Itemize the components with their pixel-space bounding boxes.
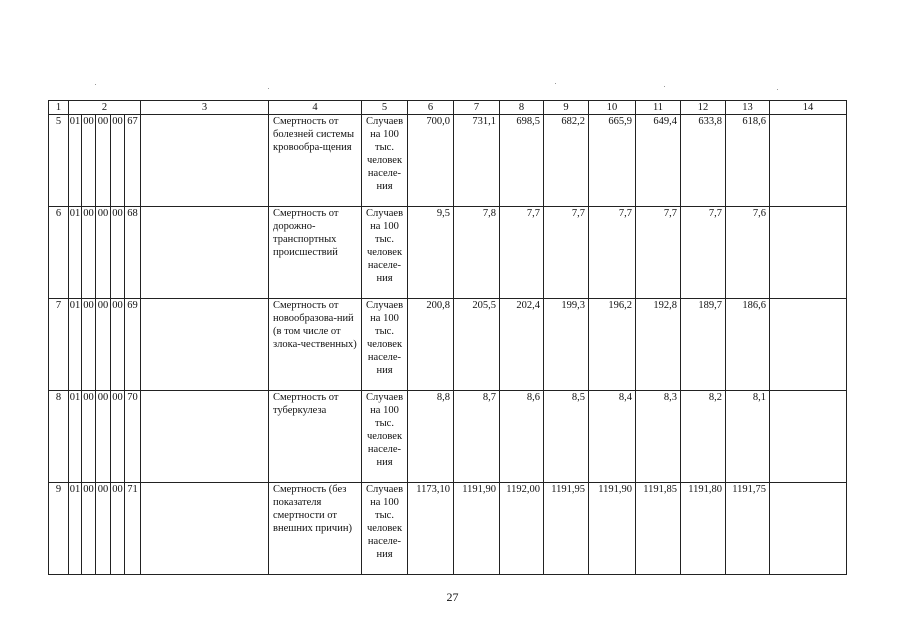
- header-row: [49, 101, 847, 115]
- column-14-cell: [770, 391, 847, 483]
- table-row: [49, 207, 847, 299]
- code-segment: 01: [69, 207, 82, 299]
- unit-cell: Случаев на 100 тыс. человек населе-ния: [362, 299, 408, 391]
- header-cell: 6: [408, 101, 454, 115]
- indicator-name: Смертность (без показателя смертности от внешних причин): [269, 483, 362, 575]
- value-cell: 192,8: [636, 299, 681, 391]
- indicator-name: Смертность от новообразова-ний (в том числе от злока-чественных): [269, 299, 362, 391]
- value-cell: 205,5: [454, 299, 500, 391]
- value-cell: 8,6: [500, 391, 544, 483]
- code-segment: 00: [82, 483, 96, 575]
- column-3-cell: [141, 299, 269, 391]
- row-number: 9: [49, 483, 69, 575]
- row-number: 5: [49, 115, 69, 207]
- value-cell: 7,7: [681, 207, 726, 299]
- value-cell: 8,5: [544, 391, 589, 483]
- unit-cell: Случаев на 100 тыс. человек населе-ния: [362, 207, 408, 299]
- header-cell: 9: [544, 101, 589, 115]
- value-cell: 618,6: [726, 115, 770, 207]
- value-cell: 202,4: [500, 299, 544, 391]
- value-cell: 8,7: [454, 391, 500, 483]
- value-cell: 7,7: [636, 207, 681, 299]
- header-cell: 13: [726, 101, 770, 115]
- header-cell: 3: [141, 101, 269, 115]
- code-segment: 00: [111, 299, 125, 391]
- indicator-name: Смертность от туберкулеза: [269, 391, 362, 483]
- code-segment: 00: [111, 391, 125, 483]
- code-segment: 01: [69, 299, 82, 391]
- value-cell: 7,7: [544, 207, 589, 299]
- value-cell: 8,3: [636, 391, 681, 483]
- code-segment: 70: [125, 391, 141, 483]
- value-cell: 189,7: [681, 299, 726, 391]
- indicators-table: [48, 100, 847, 575]
- row-number: 8: [49, 391, 69, 483]
- header-cell: 2: [69, 101, 141, 115]
- header-cell: 5: [362, 101, 408, 115]
- header-cell: 10: [589, 101, 636, 115]
- value-cell: 199,3: [544, 299, 589, 391]
- value-cell: 196,2: [589, 299, 636, 391]
- value-cell: 700,0: [408, 115, 454, 207]
- code-segment: 00: [82, 207, 96, 299]
- unit-cell: Случаев на 100 тыс. человек населе-ния: [362, 391, 408, 483]
- code-segment: 67: [125, 115, 141, 207]
- code-segment: 00: [111, 207, 125, 299]
- value-cell: 649,4: [636, 115, 681, 207]
- code-segment: 68: [125, 207, 141, 299]
- code-segment: 00: [111, 115, 125, 207]
- indicator-name: Смертность от болезней системы кровообра-щения: [269, 115, 362, 207]
- code-segment: 00: [82, 299, 96, 391]
- header-cell: 8: [500, 101, 544, 115]
- header-cell: 12: [681, 101, 726, 115]
- value-cell: 1191,80: [681, 483, 726, 575]
- value-cell: 7,8: [454, 207, 500, 299]
- table-row: [49, 115, 847, 207]
- header-cell: 7: [454, 101, 500, 115]
- column-3-cell: [141, 391, 269, 483]
- code-segment: 01: [69, 391, 82, 483]
- unit-cell: Случаев на 100 тыс. человек населе-ния: [362, 483, 408, 575]
- value-cell: 682,2: [544, 115, 589, 207]
- header-cell: 11: [636, 101, 681, 115]
- column-14-cell: [770, 299, 847, 391]
- code-segment: 00: [96, 391, 111, 483]
- code-segment: 71: [125, 483, 141, 575]
- row-number: 6: [49, 207, 69, 299]
- code-segment: 00: [96, 115, 111, 207]
- column-3-cell: [141, 483, 269, 575]
- value-cell: 8,8: [408, 391, 454, 483]
- table-row: [49, 483, 847, 575]
- value-cell: 665,9: [589, 115, 636, 207]
- value-cell: 1191,90: [454, 483, 500, 575]
- header-cell: 4: [269, 101, 362, 115]
- value-cell: 7,6: [726, 207, 770, 299]
- code-segment: 00: [111, 483, 125, 575]
- value-cell: 9,5: [408, 207, 454, 299]
- table-row: [49, 299, 847, 391]
- value-cell: 8,1: [726, 391, 770, 483]
- value-cell: 1191,75: [726, 483, 770, 575]
- column-14-cell: [770, 483, 847, 575]
- code-segment: 00: [82, 115, 96, 207]
- column-14-cell: [770, 115, 847, 207]
- indicator-name: Смертность от дорожно-транспортных происшествий: [269, 207, 362, 299]
- code-segment: 00: [96, 207, 111, 299]
- page-number: 27: [446, 590, 459, 604]
- column-14-cell: [770, 207, 847, 299]
- code-segment: 01: [69, 483, 82, 575]
- value-cell: 8,2: [681, 391, 726, 483]
- row-number: 7: [49, 299, 69, 391]
- code-segment: 01: [69, 115, 82, 207]
- column-3-cell: [141, 207, 269, 299]
- code-segment: 00: [96, 483, 111, 575]
- unit-cell: Случаев на 100 тыс. человек населе-ния: [362, 115, 408, 207]
- header-cell: 14: [770, 101, 847, 115]
- code-segment: 00: [82, 391, 96, 483]
- value-cell: 1191,90: [589, 483, 636, 575]
- value-cell: 633,8: [681, 115, 726, 207]
- value-cell: 200,8: [408, 299, 454, 391]
- value-cell: 1191,85: [636, 483, 681, 575]
- value-cell: 7,7: [589, 207, 636, 299]
- value-cell: 1192,00: [500, 483, 544, 575]
- header-cell: 1: [49, 101, 69, 115]
- value-cell: 7,7: [500, 207, 544, 299]
- value-cell: 698,5: [500, 115, 544, 207]
- value-cell: 1191,95: [544, 483, 589, 575]
- code-segment: 69: [125, 299, 141, 391]
- value-cell: 1173,10: [408, 483, 454, 575]
- value-cell: 186,6: [726, 299, 770, 391]
- table-row: [49, 391, 847, 483]
- value-cell: 8,4: [589, 391, 636, 483]
- code-segment: 00: [96, 299, 111, 391]
- column-3-cell: [141, 115, 269, 207]
- value-cell: 731,1: [454, 115, 500, 207]
